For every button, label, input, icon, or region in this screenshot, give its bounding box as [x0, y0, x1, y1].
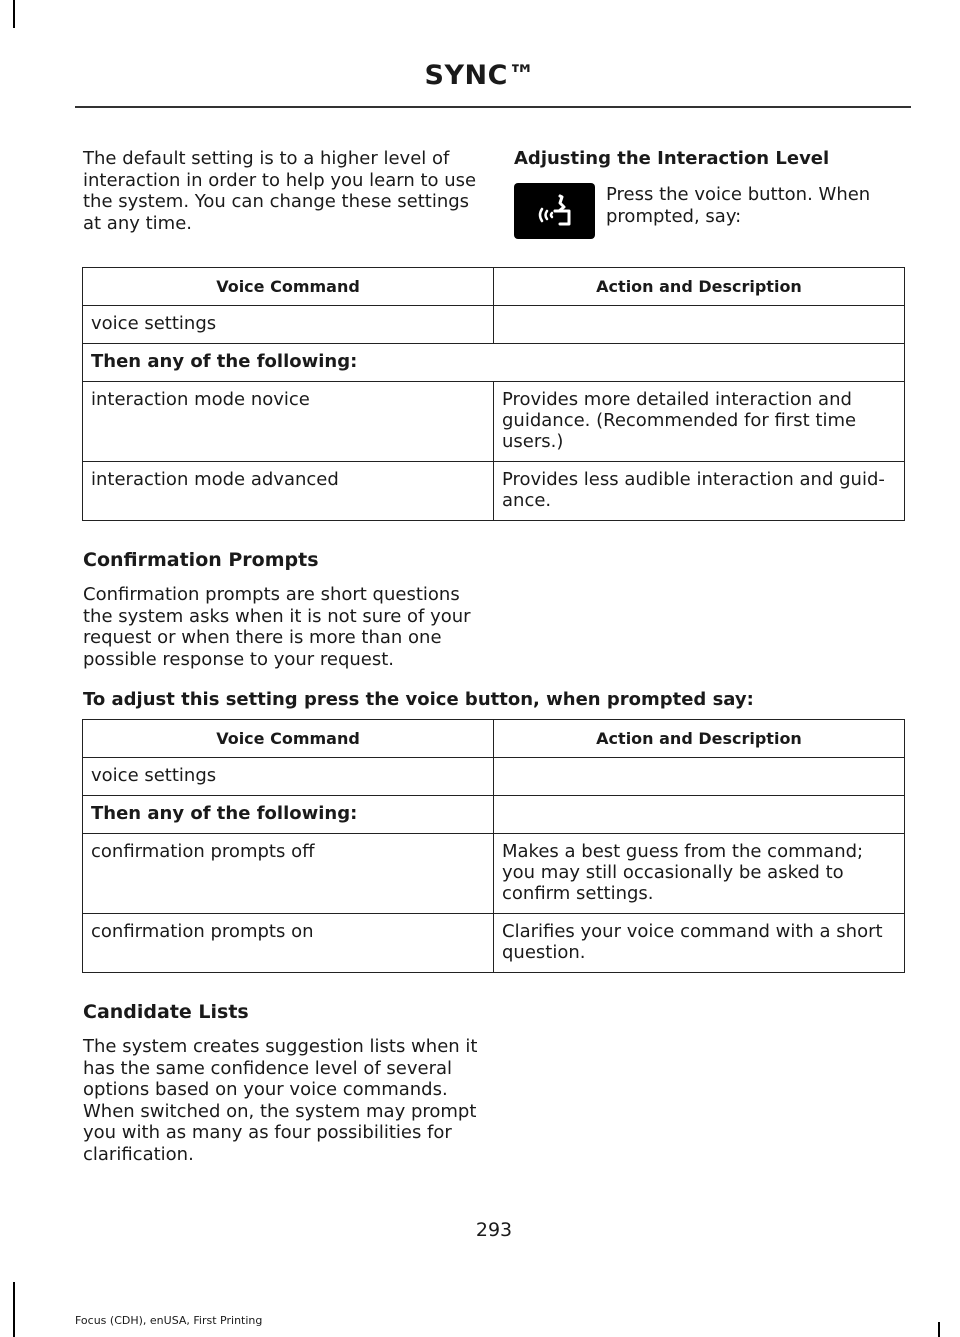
table-row [83, 914, 905, 973]
header-divider [75, 106, 911, 108]
confirmation-heading: Confirmation Prompts [83, 549, 319, 571]
command-cell: Then any of the following: [83, 344, 905, 382]
candidate-paragraph: The system creates suggestion lists when it has the same confidence level of several options based on your voice commands. When switched on, the system may prompt you with as many as four possibilities for clarification. [83, 1036, 478, 1165]
voice-button-icon [514, 183, 595, 239]
column-header: Action and Description [494, 720, 905, 758]
interaction-level-table [82, 267, 905, 521]
column-header: Voice Command [83, 720, 494, 758]
footer-text: Focus (CDH), enUSA, First Printing [75, 1314, 263, 1327]
crop-mark [13, 1282, 15, 1337]
description-cell [494, 306, 905, 344]
command-cell: confirmation prompts on [83, 914, 494, 973]
table-row [83, 344, 905, 382]
table-row [83, 796, 905, 834]
intro-paragraph: The default setting is to a higher level of interaction in order to help you learn to use the system. You can change these settings at any time. [83, 148, 477, 234]
command-cell: confirmation prompts off [83, 834, 494, 914]
description-cell: Provides more detailed interaction and guidance. (Recommended for first time users.) [494, 382, 905, 462]
column-header: Voice Command [83, 268, 494, 306]
candidate-heading: Candidate Lists [83, 1001, 249, 1023]
description-cell [494, 796, 905, 834]
description-cell: Clarifies your voice command with a short question. [494, 914, 905, 973]
command-cell: interaction mode advanced [83, 462, 494, 521]
description-cell: Makes a best guess from the command; you may still occasionally be asked to confirm settings. [494, 834, 905, 914]
adjust-heading: Adjusting the Interaction Level [514, 148, 830, 169]
confirmation-instruction: To adjust this setting press the voice button, when prompted say: [83, 689, 754, 710]
table-header-row [83, 720, 905, 758]
table-row [83, 834, 905, 914]
adjust-instruction: Press the voice button. When prompted, say: [606, 184, 871, 227]
table-row [83, 382, 905, 462]
command-cell: voice settings [83, 758, 494, 796]
command-cell: interaction mode novice [83, 382, 494, 462]
table-header-row [83, 268, 905, 306]
command-cell: Then any of the following: [83, 796, 494, 834]
table-row [83, 306, 905, 344]
table-row [83, 758, 905, 796]
crop-mark [13, 0, 15, 28]
command-cell: voice settings [83, 306, 494, 344]
description-cell: Provides less audible interaction and guid-ance. [494, 462, 905, 521]
table-row [83, 462, 905, 521]
confirmation-paragraph: Confirmation prompts are short questions the system asks when it is not sure of your request or when there is more than one possible response to your request. [83, 584, 471, 670]
description-cell [494, 758, 905, 796]
crop-mark [938, 1322, 940, 1337]
page-title: SYNC™ [424, 60, 536, 91]
column-header: Action and Description [494, 268, 905, 306]
page-number: 293 [475, 1219, 513, 1241]
confirmation-prompts-table [82, 719, 905, 973]
